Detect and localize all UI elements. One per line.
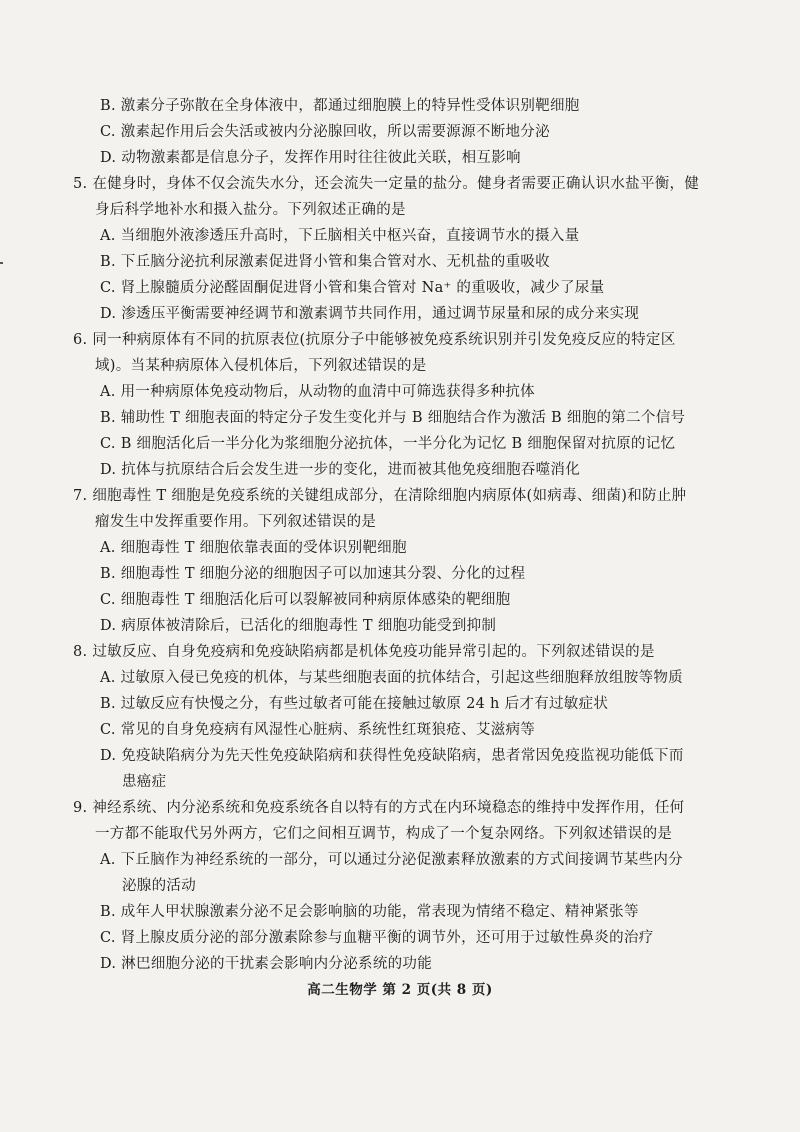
q5-stem-line2: 身后科学地补水和摄入盐分。下列叙述正确的是 (95, 202, 406, 218)
q7-stem-line1: 7. 细胞毒性 T 细胞是免疫系统的关键组成部分，在清除细胞内病原体(如病毒、细菌)和防止肿 (73, 488, 687, 504)
q7-option-b: B. 细胞毒性 T 细胞分泌的细胞因子可以加速其分裂、分化的过程 (100, 566, 526, 582)
q4-option-c: C. 激素起作用后会失活或被内分泌腺回收，所以需要源源不断地分泌 (100, 124, 550, 140)
q7-stem-line2: 瘤发生中发挥重要作用。下列叙述错误的是 (95, 514, 377, 530)
q8-option-d-line1: D. 免疫缺陷病分为先天性免疫缺陷病和获得性免疫缺陷病，患者常因免疫监视功能低下而 (100, 748, 684, 764)
q9-stem-line1: 9. 神经系统、内分泌系统和免疫系统各自以特有的方式在内环境稳态的维持中发挥作用，任何 (73, 800, 685, 816)
q5-option-a: A. 当细胞外液渗透压升高时，下丘脑相关中枢兴奋，直接调节水的摄入量 (100, 228, 580, 244)
q7-option-d: D. 病原体被清除后，已活化的细胞毒性 T 细胞功能受到抑制 (100, 618, 497, 634)
q8-option-a: A. 过敏原入侵已免疫的机体，与某些细胞表面的抗体结合，引起这些细胞释放组胺等物质 (100, 670, 683, 686)
q5-stem-line1: 5. 在健身时，身体不仅会流失水分，还会流失一定量的盐分。健身者需要正确认识水盐平衡，健 (73, 176, 700, 192)
q9-stem-line2: 一方都不能取代另外两方，它们之间相互调节，构成了一个复杂网络。下列叙述错误的是 (95, 826, 673, 842)
q7-option-c: C. 细胞毒性 T 细胞活化后可以裂解被同种病原体感染的靶细胞 (100, 592, 511, 608)
q9-option-c: C. 肾上腺皮质分泌的部分激素除参与血糖平衡的调节外，还可用于过敏性鼻炎的治疗 (100, 930, 654, 946)
q7-option-a: A. 细胞毒性 T 细胞依靠表面的受体识别靶细胞 (100, 540, 407, 556)
q6-stem-line1: 6. 同一种病原体有不同的抗原表位(抗原分子中能够被免疫系统识别并引发免疫反应的特定区 (73, 332, 676, 348)
q6-option-d: D. 抗体与抗原结合后会发生进一步的变化，进而被其他免疫细胞吞噬消化 (100, 462, 581, 478)
q5-option-d: D. 渗透压平衡需要神经调节和激素调节共同作用，通过调节尿量和尿的成分来实现 (100, 306, 640, 322)
q8-option-c: C. 常见的自身免疫病有风湿性心脏病、系统性红斑狼疮、艾滋病等 (100, 722, 536, 738)
q8-option-b: B. 过敏反应有快慢之分，有些过敏者可能在接触过敏原 24 h 后才有过敏症状 (100, 696, 609, 712)
q5-option-c: C. 肾上腺髓质分泌醛固酮促进肾小管和集合管对 Na⁺ 的重吸收，减少了尿量 (100, 280, 605, 296)
q6-stem-line2: 域)。当某种病原体入侵机体后，下列叙述错误的是 (95, 358, 427, 374)
q8-option-d-line2: 患癌症 (122, 774, 167, 790)
q6-option-b: B. 辅助性 T 细胞表面的特定分子发生变化并与 B 细胞结合作为激活 B 细胞的第二个信号 (100, 410, 686, 426)
page-footer: 高二生物学 第 2 页(共 8 页) (307, 982, 493, 998)
q8-stem: 8. 过敏反应、自身免疫病和免疫缺陷病都是机体免疫功能异常引起的。下列叙述错误的是 (73, 644, 655, 660)
q9-option-b: B. 成年人甲状腺激素分泌不足会影响脑的功能，常表现为情绪不稳定、精神紧张等 (100, 904, 639, 920)
q9-option-a-line1: A. 下丘脑作为神经系统的一部分，可以通过分泌促激素释放激素的方式间接调节某些内分 (100, 852, 683, 868)
q4-option-b: B. 激素分子弥散在全身体液中，都通过细胞膜上的特异性受体识别靶细胞 (100, 98, 580, 114)
q9-option-d: D. 淋巴细胞分泌的干扰素会影响内分泌系统的功能 (100, 956, 433, 972)
margin-mark (0, 262, 3, 264)
q6-option-a: A. 用一种病原体免疫动物后，从动物的血清中可筛选获得多种抗体 (100, 384, 535, 400)
q5-option-b: B. 下丘脑分泌抗利尿激素促进肾小管和集合管对水、无机盐的重吸收 (100, 254, 550, 270)
q9-option-a-line2: 泌腺的活动 (122, 878, 196, 894)
q6-option-c: C. B 细胞活化后一半分化为浆细胞分泌抗体，一半分化为记忆 B 细胞保留对抗原的记忆 (100, 436, 676, 452)
q4-option-d: D. 动物激素都是信息分子，发挥作用时往往彼此关联，相互影响 (100, 150, 521, 166)
